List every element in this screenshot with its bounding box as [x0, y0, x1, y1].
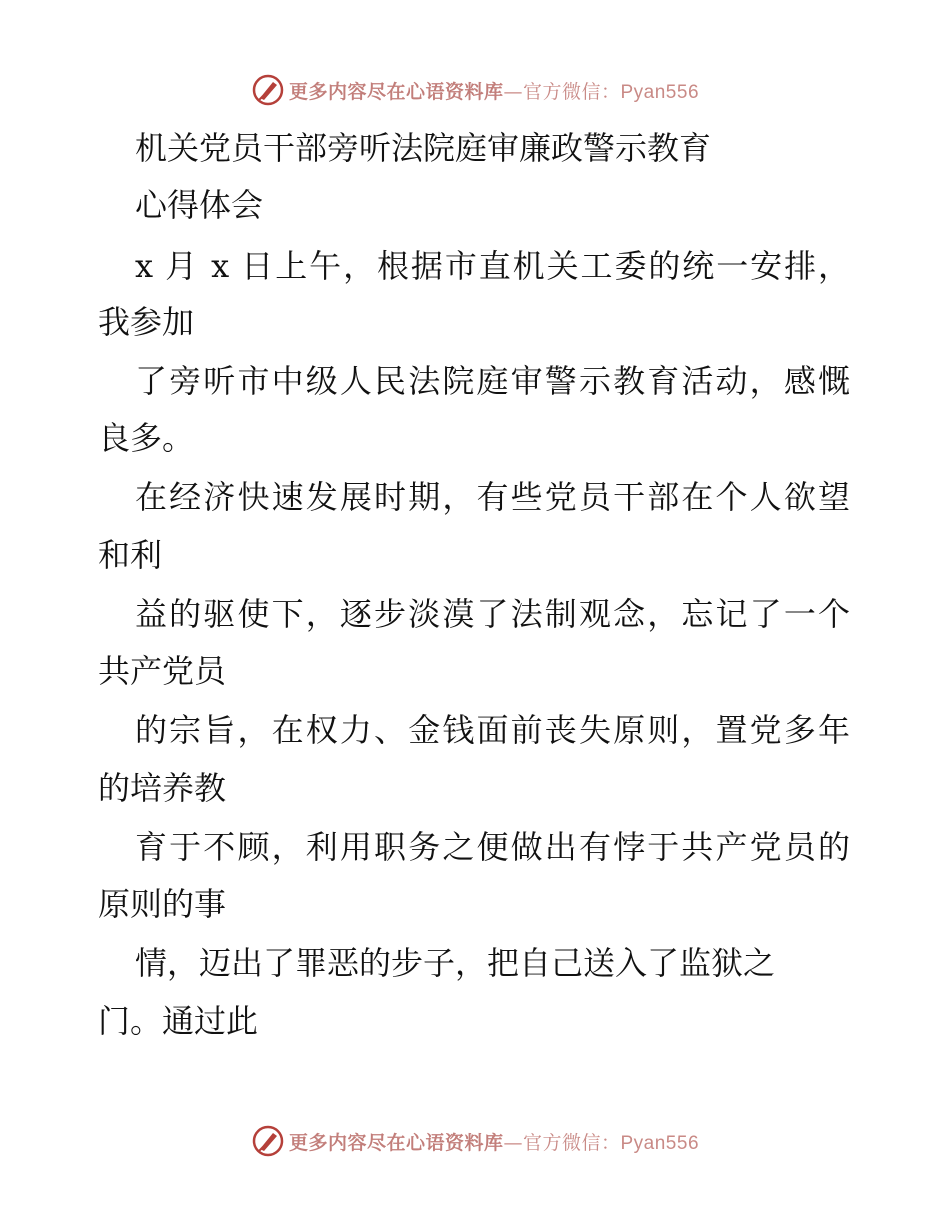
- watermark-wechat-id: Pyan556: [620, 81, 700, 103]
- body-line: 我参加: [98, 303, 195, 341]
- watermark-text: [289, 77, 699, 104]
- watermark-official-label: 官方微信：: [522, 80, 621, 103]
- footer-watermark: [0, 1121, 950, 1161]
- body-line: x 月 x 日上午，根据市直机关工委的统一安排，: [135, 247, 850, 285]
- body-line: 良多。: [98, 419, 195, 457]
- body-line: 共产党员: [98, 652, 227, 690]
- body-line: 门。通过此: [98, 1002, 259, 1040]
- watermark-wechat-id: Pyan556: [620, 1132, 700, 1154]
- body-line: 原则的事: [98, 885, 227, 923]
- body-line: 的培养教: [98, 769, 227, 807]
- body-line: 的宗旨，在权力、金钱面前丧失原则，置党多年: [135, 711, 850, 749]
- watermark-official-label: 官方微信：: [522, 1131, 621, 1154]
- body-line: 育于不顾，利用职务之便做出有悖于共产党员的: [135, 828, 850, 866]
- watermark-text: [289, 1128, 699, 1155]
- body-line: 益的驱使下，逐步淡漠了法制观念，忘记了一个: [135, 595, 850, 633]
- body-line: 情，迈出了罪恶的步子，把自己送入了监狱之: [135, 944, 776, 982]
- header-watermark: [0, 70, 950, 110]
- document-title-line-2: 心得体会: [135, 186, 264, 224]
- watermark-brand: 更多内容尽在心语资料库: [288, 80, 504, 103]
- watermark-dash: —: [503, 1131, 523, 1154]
- document-title-line-1: 机关党员干部旁听法院庭审廉政警示教育: [135, 129, 712, 167]
- body-line: 在经济快速发展时期，有些党员干部在个人欲望: [135, 478, 850, 516]
- quill-pen-logo-icon: [251, 73, 285, 107]
- watermark-brand: 更多内容尽在心语资料库: [288, 1131, 504, 1154]
- body-line: 和利: [98, 536, 163, 574]
- body-line: 了旁听市中级人民法院庭审警示教育活动，感慨: [135, 362, 850, 400]
- quill-pen-logo-icon: [251, 1124, 285, 1158]
- watermark-dash: —: [503, 80, 523, 103]
